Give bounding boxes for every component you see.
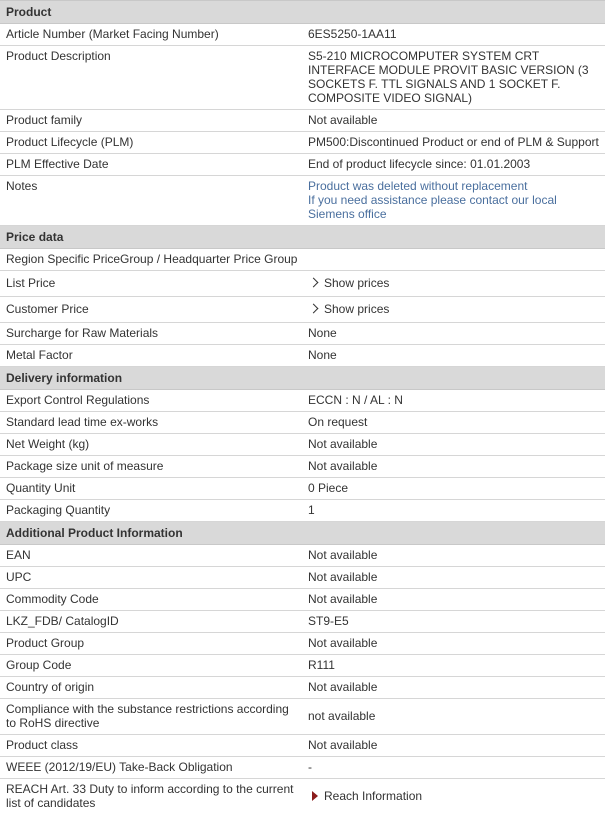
- table-row: [0, 589, 605, 611]
- section-title: Delivery information: [0, 367, 605, 390]
- table-row: [0, 323, 605, 345]
- row-label: Product class: [0, 735, 302, 757]
- row-value: Not available: [302, 589, 605, 611]
- show-prices-link[interactable]: Show prices: [324, 276, 389, 290]
- row-label: Net Weight (kg): [0, 434, 302, 456]
- notes-value: [302, 176, 605, 226]
- row-value: None: [302, 345, 605, 367]
- row-label: Standard lead time ex-works: [0, 412, 302, 434]
- row-value: Not available: [302, 456, 605, 478]
- reach-value[interactable]: [302, 779, 605, 814]
- table-row: [0, 249, 605, 271]
- row-label: Compliance with the substance restrictions according to RoHS directive: [0, 699, 302, 735]
- section-title: Additional Product Information: [0, 522, 605, 545]
- row-label: REACH Art. 33 Duty to inform according to the current list of candidates: [0, 779, 302, 814]
- table-row: [0, 735, 605, 757]
- row-value: Not available: [302, 735, 605, 757]
- plm-date-value: End of product lifecycle since: 01.01.2003: [302, 154, 605, 176]
- row-label: Product Group: [0, 633, 302, 655]
- section-header-product: [0, 1, 605, 24]
- table-row: [0, 633, 605, 655]
- row-label: Customer Price: [0, 297, 302, 323]
- row-label: PLM Effective Date: [0, 154, 302, 176]
- row-label: Export Control Regulations: [0, 390, 302, 412]
- table-row: [0, 699, 605, 735]
- table-row: [0, 297, 605, 323]
- row-label: LKZ_FDB/ CatalogID: [0, 611, 302, 633]
- row-value: 1: [302, 500, 605, 522]
- reach-information-link[interactable]: Reach Information: [324, 789, 422, 803]
- table-row: [0, 677, 605, 699]
- row-value: None: [302, 323, 605, 345]
- table-row: [0, 176, 605, 226]
- row-value: Not available: [302, 545, 605, 567]
- row-value: Not available: [302, 677, 605, 699]
- row-value: not available: [302, 699, 605, 735]
- table-row: [0, 757, 605, 779]
- deleted-product-link[interactable]: Product was deleted without replacement: [308, 179, 527, 193]
- row-label: Quantity Unit: [0, 478, 302, 500]
- row-label: Notes: [0, 176, 302, 226]
- customer-price-value[interactable]: [302, 297, 605, 323]
- table-row: [0, 390, 605, 412]
- row-value: Not available: [302, 633, 605, 655]
- row-label: Packaging Quantity: [0, 500, 302, 522]
- row-value: ECCN : N / AL : N: [302, 390, 605, 412]
- table-row: [0, 110, 605, 132]
- row-value: Not available: [302, 567, 605, 589]
- table-row: [0, 456, 605, 478]
- row-value: 0 Piece: [302, 478, 605, 500]
- price-group-label: Region Specific PriceGroup / Headquarter Price Group: [0, 249, 605, 271]
- table-row: [0, 271, 605, 297]
- table-row: [0, 478, 605, 500]
- product-description-value: S5-210 MICROCOMPUTER SYSTEM CRT INTERFACE MODULE PROVIT BASIC VERSION (3 SOCKETS F. TTL SIGNALS AND 1 SOCKET F. COMPOSITE VIDEO SIGNAL): [302, 46, 605, 110]
- row-label: UPC: [0, 567, 302, 589]
- row-value: Not available: [302, 434, 605, 456]
- table-row: [0, 24, 605, 46]
- row-label: Product family: [0, 110, 302, 132]
- row-value: Not available: [302, 110, 605, 132]
- row-label: Product Lifecycle (PLM): [0, 132, 302, 154]
- section-header-delivery: [0, 367, 605, 390]
- chevron-right-icon: [309, 278, 319, 288]
- row-label: EAN: [0, 545, 302, 567]
- row-value: ST9-E5: [302, 611, 605, 633]
- row-label: Commodity Code: [0, 589, 302, 611]
- table-row: [0, 154, 605, 176]
- section-header-price: [0, 226, 605, 249]
- plm-value: PM500:Discontinued Product or end of PLM & Support: [302, 132, 605, 154]
- row-label: Country of origin: [0, 677, 302, 699]
- table-row: [0, 567, 605, 589]
- row-label: Package size unit of measure: [0, 456, 302, 478]
- article-number-value: 6ES5250-1AA11: [302, 24, 605, 46]
- table-row: [0, 132, 605, 154]
- row-label: Group Code: [0, 655, 302, 677]
- row-label: WEEE (2012/19/EU) Take-Back Obligation: [0, 757, 302, 779]
- table-row: [0, 345, 605, 367]
- row-value: R111: [302, 655, 605, 677]
- triangle-right-icon: [312, 791, 318, 801]
- list-price-value[interactable]: [302, 271, 605, 297]
- chevron-right-icon: [309, 304, 319, 314]
- table-row: [0, 412, 605, 434]
- row-label: Article Number (Market Facing Number): [0, 24, 302, 46]
- row-value: On request: [302, 412, 605, 434]
- show-prices-link[interactable]: Show prices: [324, 302, 389, 316]
- table-row: [0, 655, 605, 677]
- section-title: Product: [0, 1, 605, 24]
- table-row: [0, 545, 605, 567]
- row-label: Metal Factor: [0, 345, 302, 367]
- contact-siemens-link[interactable]: If you need assistance please contact our local Siemens office: [308, 193, 557, 221]
- row-label: List Price: [0, 271, 302, 297]
- table-row: [0, 434, 605, 456]
- table-row: [0, 500, 605, 522]
- row-value: -: [302, 757, 605, 779]
- row-label: Product Description: [0, 46, 302, 110]
- table-row: [0, 611, 605, 633]
- section-title: Price data: [0, 226, 605, 249]
- section-header-additional: [0, 522, 605, 545]
- table-row: [0, 46, 605, 110]
- row-label: Surcharge for Raw Materials: [0, 323, 302, 345]
- table-row: [0, 779, 605, 814]
